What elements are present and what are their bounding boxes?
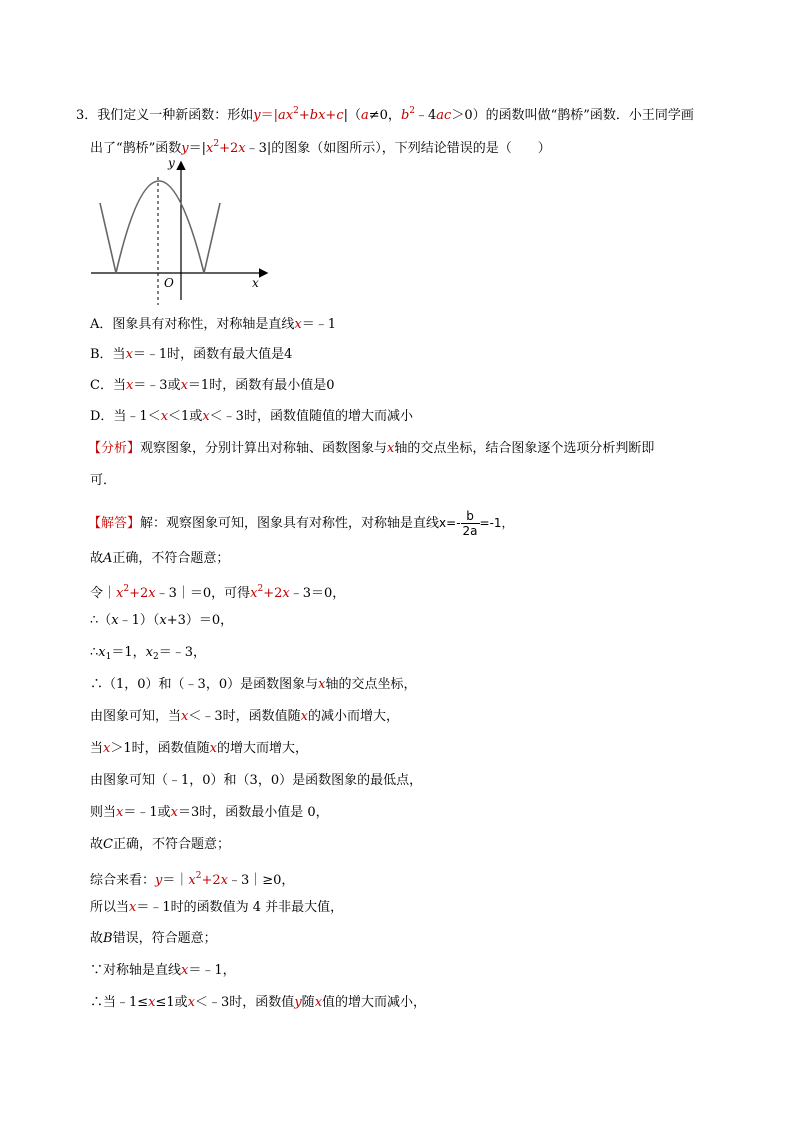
- analysis-tag: 【分析】: [88, 441, 141, 456]
- option-a: A．图象具有对称性，对称轴是直线x＝﹣1: [90, 317, 337, 332]
- solution-line-16: ∴当﹣1≤x≤1或x＜﹣3时，函数值y随x值的增大而减小，: [90, 995, 427, 1010]
- analysis-line-2: 可．: [90, 473, 117, 488]
- question-line-2: 出了“鹊桥”函数$y=|x^2+2x﹣3|$的图象（如图所示），下列结论错误的是（ ）: [90, 139, 551, 156]
- option-b: B．当x＝﹣1时，函数有最大值是4: [90, 347, 293, 362]
- question-number: 3．: [76, 108, 98, 123]
- solution-line-11: 故C正确，不符合题意；: [90, 837, 230, 852]
- origin-label: O: [164, 276, 174, 290]
- solution-line-7: 由图象可知，当x＜﹣3时，函数值随x的减小而增大，: [90, 709, 399, 724]
- solution-line-2: 故A正确，不符合题意；: [90, 551, 230, 566]
- solution-tag: 【解答】: [88, 516, 141, 531]
- solution-line-5: $\therefore x_1=1$，$x_2=﹣3$，: [90, 645, 206, 662]
- solution-line-10: 则当x＝﹣1或x＝3时，函数最小值是 0，: [90, 805, 329, 820]
- analysis-line-1: 【分析】观察图象，分别计算出对称轴、函数图象与x轴的交点坐标，结合图象逐个选项分析判断即: [88, 441, 655, 456]
- solution-line-12: 综合来看：$y=|x^2+2x﹣3|\ge 0$，: [90, 871, 295, 888]
- option-d: D．当﹣1＜x＜1或x＜﹣3时，函数值随值的增大而减小: [90, 409, 413, 424]
- solution-line-14: 故B错误，符合题意；: [90, 931, 217, 946]
- option-c: C．当x＝﹣3或x＝1时，函数有最小值是0: [90, 378, 335, 393]
- function-curve: [100, 181, 220, 273]
- x-axis-label: x: [252, 276, 259, 290]
- function-graph: [88, 155, 273, 305]
- solution-line-4: ∴（x﹣1）（x+3）＝0，: [90, 613, 234, 628]
- solution-line-6: ∴（1，0）和（﹣3，0）是函数图象与x轴的交点坐标，: [90, 677, 417, 692]
- fraction: $\frac{b}{2a}$: [462, 509, 478, 538]
- solution-line-1: 【解答】解：观察图象可知，图象具有对称性，对称轴是直线x=- $\frac{b}{2a}$ =-1，: [88, 509, 514, 538]
- solution-line-8: 当x＞1时，函数值随x的增大而增大，: [90, 741, 308, 756]
- solution-line-3: 令$|x^2+2x﹣3|=0$，可得$x^2+2x﹣3=0$，: [90, 584, 346, 601]
- solution-line-13: 所以当x＝﹣1时的函数值为 4 并非最大值，: [90, 900, 344, 915]
- solution-line-15: ∵对称轴是直线x＝﹣1，: [90, 963, 236, 978]
- y-axis-label: y: [168, 156, 175, 170]
- solution-line-9: 由图象可知（﹣1，0）和（3，0）是函数图象的最低点，: [90, 773, 423, 788]
- question-line-1: 3．我们定义一种新函数：形如$y=|ax^2+bx+c|(a\ne 0$，$b^2﹣4ac>0$）的函数叫做“鹊桥”函数．小王同学画: [76, 106, 694, 123]
